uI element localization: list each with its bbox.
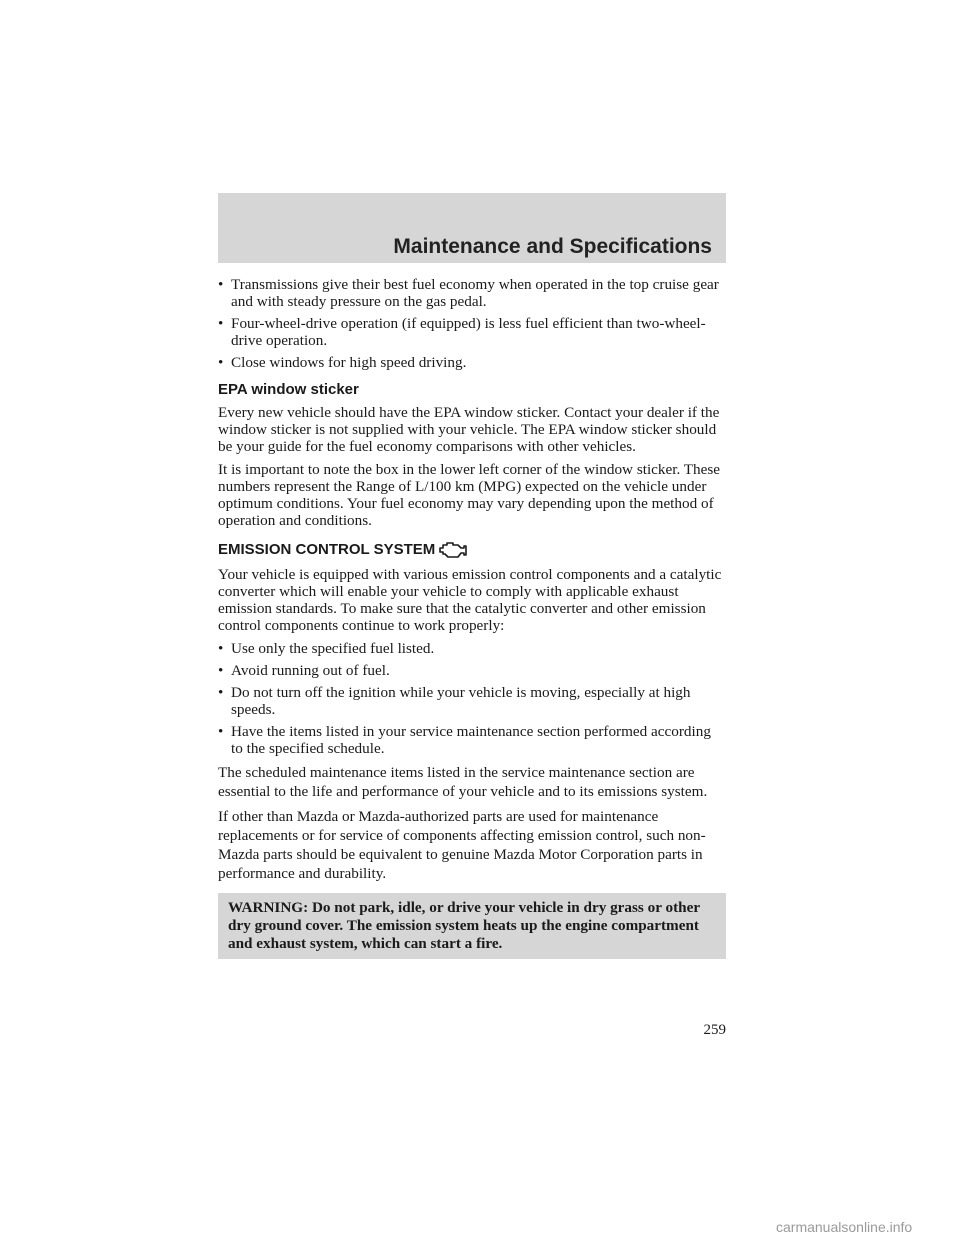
emission-control-heading [218,539,726,561]
list-item-text: Transmissions give their best fuel economy when operated in the top cruise gear and with steady pressure on the gas pedal. [231,276,719,310]
scheduled-maintenance-paragraph: The scheduled maintenance items listed in the service maintenance section are essential to the life and performance of your vehicle and to its emissions system. [218,764,708,800]
list-item-text: Use only the specified fuel listed. [231,640,435,657]
bullet-glyph: • [218,315,224,332]
emission-tips-list [218,640,726,757]
page-number: 259 [703,1022,726,1038]
genuine-parts-paragraph: If other than Mazda or Mazda-authorized parts are used for maintenance replacements or for service of components affecting emission control, such non-Mazda parts should be equivalent to genuine Mazda Motor Corporation parts in performance and durability. [218,808,706,882]
emission-control-heading-text: EMISSION CONTROL SYSTEM [218,541,436,558]
check-engine-icon [437,539,469,561]
list-item [218,315,726,349]
list-item [218,684,726,718]
emission-intro-paragraph: Your vehicle is equipped with various emission control components and a catalytic converter which will enable your vehicle to comply with applicable exhaust emission standards. To make sure that the catalytic converter and other emission control components continue to work properly: [218,566,722,634]
epa-sticker-heading: EPA window sticker [218,381,359,398]
bullet-glyph: • [218,354,224,371]
list-item [218,640,726,657]
bullet-glyph: • [218,276,224,293]
epa-paragraph-2: It is important to note the box in the lower left corner of the window sticker. These numbers represent the Range of L/100 km (MPG) expected on the vehicle under optimum conditions. Your fuel economy may vary depending upon the method of operation and conditions. [218,461,721,529]
list-item [218,662,726,679]
page-content [218,276,726,959]
list-item [218,276,726,310]
list-item-text: Do not turn off the ignition while your vehicle is moving, especially at high speeds. [231,684,691,718]
bullet-glyph: • [218,723,224,740]
section-header-band [218,193,726,263]
warning-box [218,893,726,959]
fuel-economy-tips-list [218,276,726,371]
epa-paragraph-1: Every new vehicle should have the EPA window sticker. Contact your dealer if the window sticker is not supplied with your vehicle. The EPA window sticker should be your guide for the fuel economy comparisons with other vehicles. [218,404,720,455]
warning-text: WARNING: Do not park, idle, or drive your vehicle in dry grass or other dry ground cover. The emission system heats up the engine compartment and exhaust system, which can start a fire. [228,899,700,952]
bullet-glyph: • [218,684,224,701]
list-item-text: Have the items listed in your service maintenance section performed according to the specified schedule. [231,723,711,757]
list-item [218,354,726,371]
list-item-text: Four-wheel-drive operation (if equipped) is less fuel efficient than two-wheel-drive operation. [231,315,706,349]
bullet-glyph: • [218,662,224,679]
list-item-text: Close windows for high speed driving. [231,354,467,371]
list-item-text: Avoid running out of fuel. [231,662,390,679]
list-item [218,723,726,757]
section-title: Maintenance and Specifications [393,235,712,258]
bullet-glyph: • [218,640,224,657]
watermark: carmanualsonline.info [776,1219,913,1235]
